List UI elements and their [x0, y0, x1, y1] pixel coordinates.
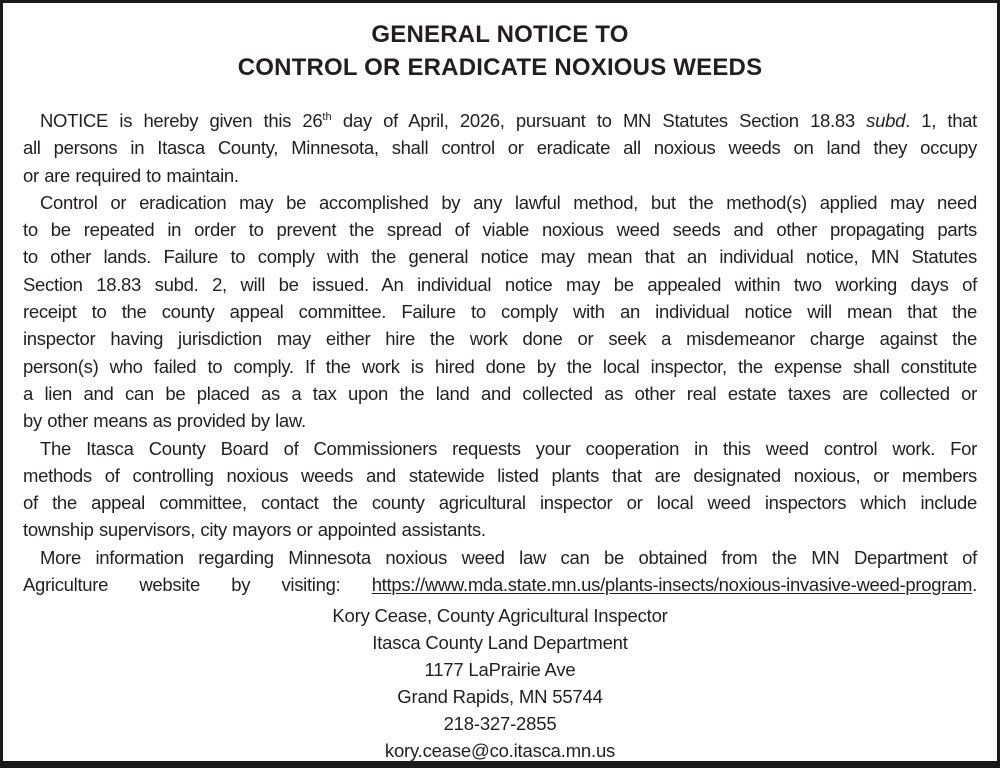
notice-line	[23, 298, 977, 325]
signature-city-state-zip: Grand Rapids, MN 55744	[397, 686, 603, 708]
signature-block	[3, 602, 997, 764]
signature-name: Kory Cease, County Agricultural Inspector	[332, 605, 668, 627]
notice-line	[23, 353, 977, 380]
notice-title-line-1: GENERAL NOTICE TO	[371, 21, 629, 48]
ordinal-superscript: th	[322, 111, 332, 123]
signature-email: kory.cease@co.itasca.mn.us	[384, 740, 616, 762]
notice-line	[23, 489, 977, 516]
text-segment: all persons in Itasca County, Minnesota, shall control or eradicate all noxious weeds on land they occupy	[23, 137, 977, 159]
notice-line	[23, 271, 977, 298]
text-segment: inspector having jurisdiction may either hire the work done or seek a misdemeanor charge against the	[23, 328, 977, 350]
notice-line	[23, 216, 977, 243]
text-segment: day of April, 2026, pursuant to MN Statutes Section 18.83	[331, 110, 867, 131]
text-segment: NOTICE is hereby given this 26	[40, 110, 323, 131]
signature-street-address: 1177 LaPrairie Ave	[424, 659, 576, 681]
notice-line	[23, 380, 977, 407]
notice-line	[23, 243, 977, 270]
text-segment: Agriculture website by visiting:	[23, 574, 372, 596]
signature-phone: 218-327-2855	[443, 713, 557, 735]
mda-website-link[interactable]: https://www.mda.state.mn.us/plants-insects/noxious-invasive-weed-program	[371, 574, 973, 596]
notice-line	[23, 189, 977, 216]
text-segment: a lien and can be placed as a tax upon the land and collected as other real estate taxes are collected or	[23, 382, 977, 404]
notice-line	[23, 407, 977, 434]
text-segment: Section 18.83 subd. 2, will be issued. An individual notice may be appealed within two working days of	[23, 273, 977, 295]
notice-line	[23, 104, 977, 134]
notice-body	[3, 104, 997, 598]
notice-line	[23, 162, 977, 189]
notice-title	[3, 3, 997, 104]
notice-line	[23, 544, 977, 571]
text-segment: by other means as provided by law.	[23, 410, 306, 432]
text-segment: The Itasca County Board of Commissioners requests your cooperation in this weed control work. For	[40, 437, 977, 459]
notice-line	[23, 134, 977, 161]
italic-text: subd	[866, 110, 906, 131]
text-segment: More information regarding Minnesota noxious weed law can be obtained from the MN Department of	[40, 546, 977, 568]
text-segment: . 1, that	[905, 110, 978, 131]
notice-line	[23, 325, 977, 352]
text-segment: to be repeated in order to prevent the spread of viable noxious weed seeds and other propagating parts	[23, 219, 977, 241]
text-segment: or are required to maintain.	[23, 164, 239, 186]
text-segment: person(s) who failed to comply. If the work is hired done by the local inspector, the expense shall constitute	[23, 355, 977, 377]
notice-line	[23, 516, 977, 543]
text-segment: methods of controlling noxious weeds and statewide listed plants that are designated noxious, or members	[23, 464, 977, 486]
text-segment: of the appeal committee, contact the county agricultural inspector or local weed inspectors which include	[23, 492, 977, 514]
text-segment: .	[972, 574, 977, 596]
text-segment: Control or eradication may be accomplished by any lawful method, but the method(s) applied may need	[40, 191, 977, 213]
text-segment: to other lands. Failure to comply with the general notice may mean that an individual notice, MN Statutes	[23, 246, 977, 268]
notice-title-line-2: CONTROL OR ERADICATE NOXIOUS WEEDS	[237, 54, 763, 81]
notice-line	[23, 462, 977, 489]
text-segment: township supervisors, city mayors or appointed assistants.	[23, 519, 486, 541]
notice-line	[23, 435, 977, 462]
signature-department: Itasca County Land Department	[372, 632, 628, 654]
text-segment: receipt to the county appeal committee. Failure to comply with an individual notice will mean that the	[23, 301, 977, 323]
notice-line	[23, 571, 977, 598]
